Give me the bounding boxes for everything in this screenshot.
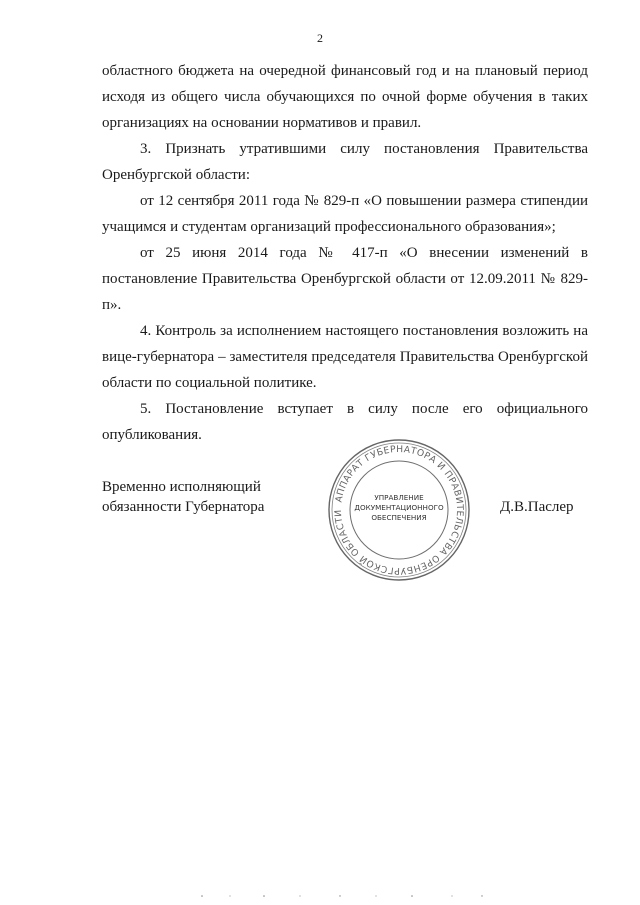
seal-ring-text: АППАРАТ ГУБЕРНАТОРА И ПРАВИТЕЛЬСТВА ОРЕНБУРГСКОЙ ОБЛАСТИ [332, 443, 466, 577]
paragraph-repeal-2014: от 25 июня 2014 года № 417-п «О внесении изменений в постановление Правительства Оренбургской области от 12.09.2011 № 829-п». [102, 245, 588, 313]
seal-inner-line-3: ОБЕСПЕЧЕНИЯ [371, 513, 427, 522]
paragraph-budget-continuation: областного бюджета на очередной финансовый год и на плановый период исходя из общего числа обучающихся по очной форме обучения в таких организациях на основании нормативов и правил. [102, 63, 588, 131]
document-body [102, 58, 588, 448]
signatory-position-line-1: Временно исполняющий [102, 479, 261, 495]
signatory-position [102, 477, 292, 517]
signatory-position-line-2: обязанности Губернатора [102, 499, 265, 515]
scan-edge-marks [190, 893, 490, 899]
paragraph-item-5: 5. Постановление вступает в силу после его официального опубликования. [102, 401, 588, 443]
seal-inner-line-1: УПРАВЛЕНИЕ [374, 493, 424, 502]
paragraph-repeal-2011: от 12 сентября 2011 года № 829-п «О повышении размера стипендии учащимся и студентам организаций профессионального образования»; [102, 193, 588, 235]
seal-inner-line-2: ДОКУМЕНТАЦИОННОГО [354, 503, 444, 512]
seal-stamp-graphic [326, 437, 472, 583]
paragraph-item-3: 3. Признать утратившими силу постановления Правительства Оренбургской области: [102, 141, 588, 183]
paragraph-item-4: 4. Контроль за исполнением настоящего постановления возложить на вице-губернатора – заместителя председателя Правительства Оренбургской области по социальной политике. [102, 323, 588, 391]
official-seal [326, 437, 472, 583]
signatory-name: Д.В.Паслер [500, 499, 574, 515]
page-number: 2 [317, 31, 323, 45]
